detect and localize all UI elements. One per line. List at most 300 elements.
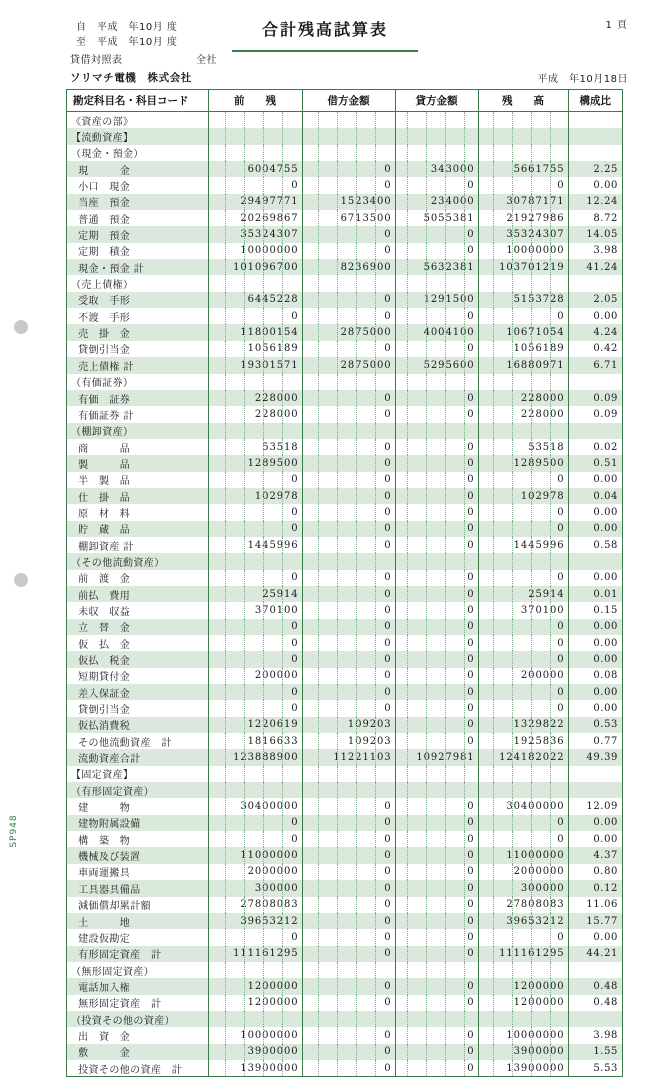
cell-ratio: 0.00: [593, 931, 618, 943]
cell-balance: 102978: [478, 488, 568, 504]
table-row[interactable]: [67, 324, 622, 340]
cell-debit: 0: [302, 602, 395, 618]
cell-balance: 1289500: [478, 455, 568, 471]
table-row[interactable]: [67, 766, 622, 782]
cell-ratio: [568, 766, 622, 782]
cell-prev-balance: [208, 112, 302, 129]
cell-balance: 5153728: [478, 292, 568, 308]
cell-prev-balance: 0: [208, 831, 302, 847]
table-row[interactable]: [67, 929, 622, 945]
cell-debit: 0: [302, 831, 395, 847]
cell-debit: 0: [302, 864, 395, 880]
table-row[interactable]: [67, 897, 622, 913]
cell-ratio: 1.55: [568, 1044, 622, 1060]
cell-balance: 0: [478, 700, 568, 716]
cell-credit: 0: [395, 847, 478, 863]
table-row[interactable]: [67, 619, 622, 635]
table-row[interactable]: [67, 537, 622, 553]
cell-prev-balance: 1289500: [208, 455, 302, 471]
cell-debit: 109203: [302, 733, 395, 749]
cell-prev-balance: 13900000: [208, 1060, 302, 1076]
table-row[interactable]: [67, 831, 622, 847]
cell-credit: 0: [395, 946, 478, 962]
cell-debit: 0: [302, 472, 395, 488]
cell-credit: [395, 766, 478, 782]
cell-credit: 0: [395, 341, 478, 357]
cell-prev-balance: 29497771: [208, 194, 302, 210]
cell-credit: [395, 423, 478, 439]
cell-account-name: （売上債権）: [67, 275, 208, 291]
cell-debit: 0: [302, 798, 395, 814]
cell-prev-balance: 0: [208, 504, 302, 520]
cell-ratio: [568, 275, 622, 291]
cell-balance: 30787171: [478, 194, 568, 210]
cell-balance: 228000: [478, 406, 568, 422]
cell-credit: 0: [395, 995, 478, 1011]
cell-prev-balance: [208, 145, 302, 161]
cell-balance: 13900000: [478, 1060, 568, 1076]
cell-account-name: 売 掛 金: [67, 324, 208, 340]
cell-account-name: 受取 手形: [67, 292, 208, 308]
cell-prev-balance: 1445996: [208, 537, 302, 553]
cell-credit: 0: [395, 831, 478, 847]
cell-credit: 0: [395, 243, 478, 259]
cell-balance: [478, 423, 568, 439]
table-row[interactable]: [67, 128, 622, 144]
cell-account-name: 【流動資産】: [67, 128, 208, 144]
cell-ratio: 0.00: [568, 815, 622, 831]
cell-account-name: （無形固定資産）: [67, 962, 208, 978]
scope-label: 全社: [196, 55, 217, 66]
table-row[interactable]: [67, 570, 622, 586]
cell-debit: 0: [302, 978, 395, 994]
col-header-account: 勘定科目名・科目コード: [67, 90, 208, 112]
table-row[interactable]: [67, 521, 622, 537]
table-row[interactable]: [67, 553, 622, 569]
cell-prev-balance: 0: [208, 651, 302, 667]
table-row[interactable]: [67, 651, 622, 667]
table-row[interactable]: [67, 292, 622, 308]
cell-debit: [302, 553, 395, 569]
cell-prev-balance: 0: [208, 308, 302, 324]
cell-account-name: 当座 預金: [67, 194, 208, 210]
cell-credit: 0: [395, 897, 478, 913]
cell-debit: 1523400: [302, 194, 395, 210]
table-row[interactable]: [67, 243, 622, 259]
cell-credit: 0: [395, 570, 478, 586]
cell-debit: 0: [302, 684, 395, 700]
cell-debit: 109203: [302, 717, 395, 733]
cell-prev-balance: 1200000: [208, 995, 302, 1011]
cell-balance: 27808083: [478, 897, 568, 913]
cell-credit: 0: [395, 733, 478, 749]
cell-prev-balance: 0: [208, 177, 302, 193]
cell-balance: 2000000: [478, 864, 568, 880]
col-header-balance: 残 高: [478, 90, 568, 112]
cell-ratio: [568, 145, 622, 161]
cell-ratio: 0.00: [593, 180, 618, 192]
cell-prev-balance: 0: [208, 521, 302, 537]
cell-account-name: 短期貸付金: [67, 668, 208, 684]
cell-credit: 0: [395, 455, 478, 471]
cell-balance: 21927986: [478, 210, 568, 226]
cell-account-name: 立 替 金: [67, 619, 208, 635]
cell-ratio: 41.24: [568, 259, 622, 275]
table-row[interactable]: [67, 406, 622, 422]
cell-balance: 10000000: [478, 1027, 568, 1043]
cell-account-name: 売上債権 計: [67, 357, 208, 373]
cell-balance: 103701219: [478, 259, 568, 275]
cell-credit: 0: [395, 602, 478, 618]
document-type-label: 貸借対照表: [70, 55, 123, 66]
table-row[interactable]: [67, 488, 622, 504]
cell-prev-balance: 101096700: [208, 259, 302, 275]
cell-debit: 0: [302, 537, 395, 553]
cell-prev-balance: [208, 1011, 302, 1027]
cell-debit: 0: [302, 439, 395, 455]
cell-ratio: [568, 1011, 622, 1027]
table-row[interactable]: [67, 946, 622, 962]
table-row[interactable]: [67, 798, 622, 814]
cell-credit: 0: [395, 1060, 478, 1076]
cell-account-name: 未収 収益: [67, 602, 208, 618]
table-row[interactable]: [67, 1060, 622, 1076]
cell-prev-balance: 200000: [208, 668, 302, 684]
cell-account-name: 有価証券 計: [67, 406, 208, 422]
table-row[interactable]: [67, 978, 622, 994]
cell-ratio: 0.12: [568, 880, 622, 896]
cell-ratio: 12.24: [568, 194, 622, 210]
table-row[interactable]: [67, 717, 622, 733]
cell-prev-balance: 0: [208, 815, 302, 831]
cell-prev-balance: [208, 782, 302, 798]
table-row[interactable]: [67, 1044, 622, 1060]
cell-balance: [478, 1011, 568, 1027]
issue-date: 平成 年10月18日: [537, 74, 628, 85]
cell-debit: 0: [302, 243, 395, 259]
cell-ratio: 4.24: [568, 324, 622, 340]
cell-debit: 0: [302, 946, 395, 962]
cell-account-name: 定期 預金: [67, 226, 208, 242]
table-row[interactable]: [67, 423, 622, 439]
cell-account-name: 仮払消費税: [67, 717, 208, 733]
cell-ratio: 0.77: [593, 735, 618, 747]
cell-debit: 0: [302, 586, 395, 602]
table-row[interactable]: [67, 390, 622, 406]
cell-account-name: その他流動資産 計: [67, 733, 208, 749]
cell-prev-balance: 10000000: [208, 1027, 302, 1043]
table-row[interactable]: [67, 504, 622, 520]
cell-debit: [302, 423, 395, 439]
cell-account-name: （有価証券）: [67, 374, 208, 390]
cell-balance: [478, 962, 568, 978]
table-row[interactable]: [67, 995, 622, 1011]
cell-ratio: 11.06: [586, 899, 618, 911]
cell-prev-balance: 0: [208, 570, 302, 586]
cell-debit: 0: [302, 929, 395, 945]
cell-ratio: 0.00: [593, 474, 618, 486]
cell-ratio: [568, 128, 622, 144]
cell-balance: 200000: [478, 668, 568, 684]
cell-debit: 0: [302, 161, 395, 177]
cell-account-name: （有形固定資産）: [67, 782, 208, 798]
cell-ratio: 0.00: [593, 572, 618, 584]
cell-prev-balance: 11000000: [208, 847, 302, 863]
cell-prev-balance: 25914: [208, 586, 302, 602]
cell-prev-balance: [208, 766, 302, 782]
cell-ratio: 0.00: [568, 619, 622, 635]
table-row[interactable]: [67, 145, 622, 161]
form-code-mark: SP948: [9, 814, 19, 848]
cell-ratio: 0.00: [593, 703, 618, 715]
cell-ratio: [568, 553, 622, 569]
cell-prev-balance: 0: [208, 929, 302, 945]
cell-credit: 5055381: [395, 210, 478, 226]
cell-account-name: 機械及び装置: [67, 847, 208, 863]
cell-debit: 0: [302, 521, 395, 537]
table-row[interactable]: [67, 635, 622, 651]
table-row[interactable]: [67, 308, 622, 324]
cell-balance: 300000: [478, 880, 568, 896]
table-row[interactable]: [67, 455, 622, 471]
cell-prev-balance: 39653212: [208, 913, 302, 929]
cell-prev-balance: 27808083: [208, 897, 302, 913]
cell-debit: [302, 374, 395, 390]
cell-credit: 0: [395, 390, 478, 406]
cell-ratio: 15.77: [568, 913, 622, 929]
cell-balance: 5661755: [478, 161, 568, 177]
cell-balance: 10000000: [478, 243, 568, 259]
table-row[interactable]: [67, 668, 622, 684]
cell-debit: 0: [302, 635, 395, 651]
table-row[interactable]: [67, 782, 622, 798]
cell-balance: 1445996: [478, 537, 568, 553]
cell-debit: [302, 275, 395, 291]
table-row[interactable]: [67, 226, 622, 242]
cell-credit: 0: [395, 929, 478, 945]
cell-balance: 0: [478, 472, 568, 488]
cell-credit: 0: [395, 668, 478, 684]
cell-debit: [302, 112, 395, 129]
cell-debit: 0: [302, 995, 395, 1011]
cell-balance: 0: [478, 177, 568, 193]
cell-debit: 0: [302, 1027, 395, 1043]
cell-credit: 0: [395, 406, 478, 422]
cell-balance: 1056189: [478, 341, 568, 357]
cell-account-name: 工具器具備品: [67, 880, 208, 896]
cell-balance: 0: [478, 651, 568, 667]
table-body: [67, 112, 622, 1077]
cell-ratio: 0.00: [593, 637, 618, 649]
cell-debit: 0: [302, 292, 395, 308]
cell-prev-balance: 2000000: [208, 864, 302, 880]
table-row[interactable]: [67, 880, 622, 896]
cell-balance: [478, 128, 568, 144]
cell-debit: [302, 766, 395, 782]
cell-account-name: 有形固定資産 計: [67, 946, 208, 962]
cell-account-name: 電話加入権: [67, 978, 208, 994]
cell-debit: 0: [302, 406, 395, 422]
table-row[interactable]: [67, 733, 622, 749]
cell-debit: 0: [302, 488, 395, 504]
table-row[interactable]: [67, 1011, 622, 1027]
table-row[interactable]: [67, 177, 622, 193]
cell-debit: 0: [302, 619, 395, 635]
cell-ratio: 0.04: [568, 488, 622, 504]
cell-prev-balance: 228000: [208, 406, 302, 422]
cell-account-name: 敷 金: [67, 1044, 208, 1060]
cell-account-name: 貸倒引当金: [67, 341, 208, 357]
cell-account-name: 投資その他の資産 計: [67, 1060, 208, 1076]
cell-account-name: 仮 払 金: [67, 635, 208, 651]
cell-account-name: 原 材 料: [67, 504, 208, 520]
table-row[interactable]: [67, 700, 622, 716]
cell-account-name: 無形固定資産 計: [67, 995, 208, 1011]
cell-balance: 1329822: [478, 717, 568, 733]
cell-debit: 0: [302, 700, 395, 716]
table-row[interactable]: [67, 847, 622, 863]
cell-balance: 124182022: [478, 749, 568, 765]
cell-balance: [478, 145, 568, 161]
cell-credit: 0: [395, 439, 478, 455]
cell-prev-balance: 53518: [208, 439, 302, 455]
cell-account-name: 建設仮勘定: [67, 929, 208, 945]
cell-balance: [478, 553, 568, 569]
cell-ratio: 3.98: [593, 245, 618, 257]
cell-credit: 0: [395, 717, 478, 733]
cell-debit: 0: [302, 1044, 395, 1060]
cell-credit: 234000: [395, 194, 478, 210]
cell-prev-balance: 3900000: [208, 1044, 302, 1060]
cell-ratio: 2.05: [568, 292, 622, 308]
cell-balance: [478, 275, 568, 291]
cell-prev-balance: 6004755: [208, 161, 302, 177]
cell-account-name: 仕 掛 品: [67, 488, 208, 504]
cell-balance: 3900000: [478, 1044, 568, 1060]
cell-debit: 0: [302, 455, 395, 471]
table-row[interactable]: [67, 684, 622, 700]
table-row[interactable]: [67, 1027, 622, 1043]
cell-credit: 0: [395, 913, 478, 929]
cell-account-name: 流動資産合計: [67, 749, 208, 765]
table-row[interactable]: [67, 749, 622, 765]
cell-balance: 1925836: [478, 733, 568, 749]
table-row[interactable]: [67, 602, 622, 618]
cell-account-name: 小口 現金: [67, 177, 208, 193]
cell-prev-balance: [208, 128, 302, 144]
table-row[interactable]: [67, 161, 622, 177]
table-row[interactable]: [67, 259, 622, 275]
cell-balance: [478, 112, 568, 129]
cell-prev-balance: 10000000: [208, 243, 302, 259]
cell-ratio: 2.25: [568, 161, 622, 177]
table-row[interactable]: [67, 439, 622, 455]
table-row[interactable]: [67, 815, 622, 831]
cell-balance: 228000: [478, 390, 568, 406]
cell-prev-balance: 0: [208, 700, 302, 716]
table-row[interactable]: [67, 275, 622, 291]
table-row[interactable]: [67, 864, 622, 880]
cell-credit: 0: [395, 488, 478, 504]
cell-ratio: 0.00: [568, 521, 622, 537]
cell-credit: [395, 1011, 478, 1027]
cell-prev-balance: [208, 553, 302, 569]
cell-account-name: 貯 蔵 品: [67, 521, 208, 537]
table-row[interactable]: [67, 112, 622, 129]
cell-credit: [395, 275, 478, 291]
cell-debit: 2875000: [302, 324, 395, 340]
cell-debit: 0: [302, 880, 395, 896]
cell-credit: 0: [395, 651, 478, 667]
cell-ratio: [568, 423, 622, 439]
table-header-row: [67, 90, 622, 112]
table-row[interactable]: [67, 194, 622, 210]
cell-ratio: 14.05: [568, 226, 622, 242]
table-row[interactable]: [67, 913, 622, 929]
table-row[interactable]: [67, 357, 622, 373]
cell-debit: 0: [302, 913, 395, 929]
cell-balance: [478, 766, 568, 782]
cell-ratio: 49.39: [568, 749, 622, 765]
cell-ratio: 0.00: [593, 506, 618, 518]
cell-debit: 0: [302, 308, 395, 324]
table-row[interactable]: [67, 210, 622, 226]
cell-debit: 0: [302, 815, 395, 831]
table-row[interactable]: [67, 341, 622, 357]
cell-account-name: 土 地: [67, 913, 208, 929]
cell-prev-balance: 0: [208, 635, 302, 651]
cell-prev-balance: 19301571: [208, 357, 302, 373]
cell-credit: 0: [395, 1027, 478, 1043]
cell-prev-balance: 11800154: [208, 324, 302, 340]
cell-credit: 0: [395, 635, 478, 651]
cell-prev-balance: [208, 962, 302, 978]
cell-ratio: 0.53: [568, 717, 622, 733]
cell-balance: 1200000: [478, 995, 568, 1011]
cell-debit: [302, 128, 395, 144]
cell-credit: 0: [395, 978, 478, 994]
cell-debit: [302, 962, 395, 978]
cell-account-name: 貸倒引当金: [67, 700, 208, 716]
cell-debit: 0: [302, 668, 395, 684]
cell-credit: [395, 374, 478, 390]
table-row[interactable]: [67, 962, 622, 978]
trial-balance-table: [66, 89, 623, 1077]
period-to: 至 平成 年10月 度: [76, 36, 178, 48]
cell-ratio: 0.48: [568, 978, 622, 994]
cell-ratio: [568, 782, 622, 798]
cell-debit: 2875000: [302, 357, 395, 373]
cell-prev-balance: 370100: [208, 602, 302, 618]
cell-ratio: 0.00: [593, 833, 618, 845]
cell-credit: [395, 782, 478, 798]
table-row[interactable]: [67, 374, 622, 390]
cell-credit: 5632381: [395, 259, 478, 275]
cell-ratio: 0.80: [593, 866, 618, 878]
cell-balance: 53518: [478, 439, 568, 455]
cell-account-name: 現 金: [67, 161, 208, 177]
cell-prev-balance: 0: [208, 684, 302, 700]
cell-prev-balance: 1200000: [208, 978, 302, 994]
table-row[interactable]: [67, 586, 622, 602]
cell-account-name: 建 物: [67, 798, 208, 814]
cell-debit: 8236900: [302, 259, 395, 275]
table-row[interactable]: [67, 472, 622, 488]
cell-ratio: 4.37: [568, 847, 622, 863]
cell-ratio: 0.00: [568, 651, 622, 667]
cell-credit: [395, 553, 478, 569]
cell-debit: [302, 782, 395, 798]
